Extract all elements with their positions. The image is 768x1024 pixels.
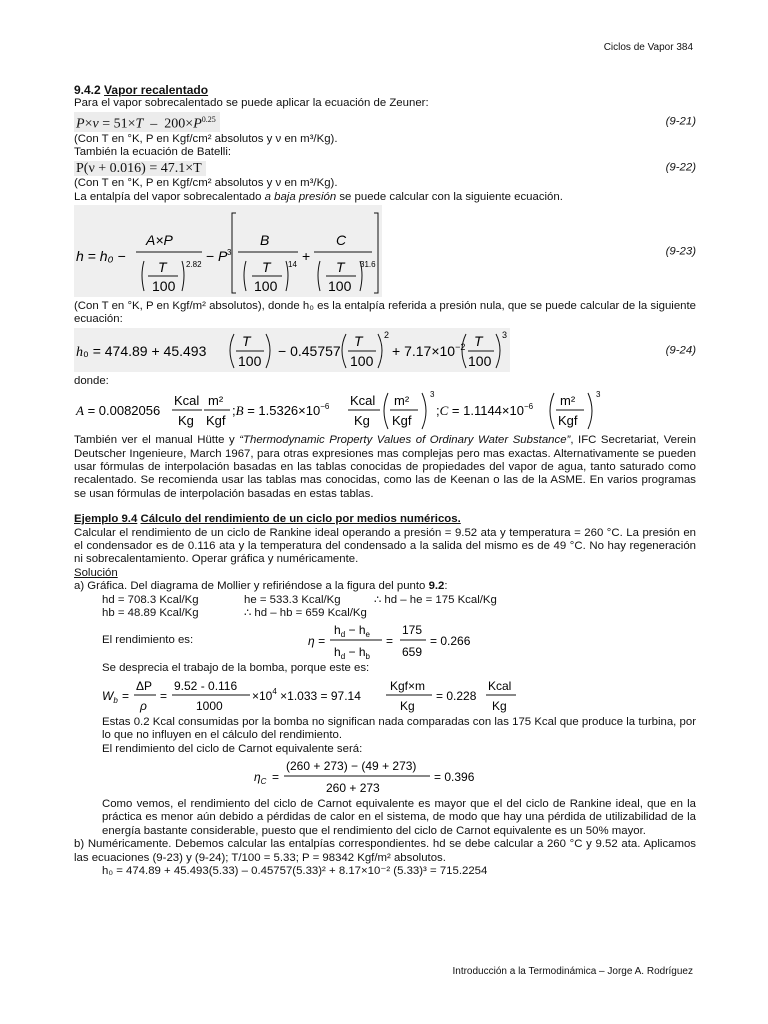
donde-label: donde: — [74, 374, 109, 387]
carnot-intro: El rendimiento del ciclo de Carnot equivalente será: — [102, 742, 363, 755]
svg-text:3: 3 — [502, 329, 508, 340]
svg-text:=: = — [122, 688, 130, 703]
efficiency-row — [74, 620, 696, 662]
svg-text:T: T — [336, 258, 345, 275]
hb-value: hb = 48.89 Kcal/Kg — [102, 607, 199, 619]
batelli-equation: P(ν + 0.016) = 47.1×T — [74, 161, 206, 176]
enthalpy-row-2 — [102, 607, 696, 620]
example-heading — [74, 513, 696, 526]
svg-text:Kg: Kg — [400, 698, 415, 713]
batelli-intro: También la ecuación de Batelli: — [74, 146, 232, 159]
enthalpy-values — [74, 594, 696, 621]
svg-text:100: 100 — [254, 277, 278, 294]
svg-text:100: 100 — [152, 277, 176, 294]
svg-text:m²: m² — [208, 393, 224, 409]
part-b-intro: b) Numéricamente. Debemos calcular las entalpías correspondientes. hd se debe calcular a 260 °C y 9.52 ata. Aplicamos las ecuaciones (9-23) y (9-24); T/100 = 5.33; P = 98342 Kgf/m² absolutos. — [74, 838, 696, 864]
svg-text:=: = — [272, 770, 280, 785]
hd-hb-value: ∴ hd – hb = 659 Kcal/Kg — [244, 607, 367, 619]
hd-he-value: ∴ hd – he = 175 Kcal/Kg — [374, 593, 497, 606]
svg-text:31.6: 31.6 — [360, 259, 376, 269]
svg-text:Kgf: Kgf — [392, 413, 412, 429]
svg-text:−: − — [206, 247, 215, 264]
svg-text:+: + — [302, 247, 311, 264]
hd-value: hd = 708.3 Kcal/Kg — [102, 593, 199, 606]
svg-text:Kg: Kg — [178, 413, 194, 429]
svg-text:h = h₀ −: h = h₀ − — [76, 247, 126, 264]
svg-text:Kgf×m: Kgf×m — [390, 678, 426, 693]
svg-text:260 + 273: 260 + 273 — [326, 781, 380, 796]
h0-equation-image — [74, 328, 510, 372]
svg-text:T: T — [262, 258, 271, 275]
svg-text:P: P — [218, 247, 228, 264]
svg-text:Wb: $W_b$ — [102, 688, 118, 705]
enthalpy-row-1 — [102, 594, 696, 607]
svg-text:m²: m² — [394, 393, 410, 409]
svg-text:3: 3 — [430, 390, 435, 400]
svg-text:Kcal: Kcal — [350, 393, 376, 409]
pump-intro: Se desprecia el trabajo de la bomba, porque este es: — [102, 662, 370, 675]
svg-text:Kg: Kg — [354, 413, 370, 429]
svg-text:100: 100 — [238, 352, 262, 369]
equation-9-22 — [74, 161, 696, 176]
efficiency-label: El rendimiento es: — [102, 634, 194, 647]
page-content — [74, 84, 696, 878]
pump-work-row — [74, 676, 696, 716]
equation-9-21 — [74, 112, 696, 132]
svg-text:= 0.228: = 0.228 — [436, 688, 477, 703]
svg-text:175: 175 — [402, 623, 423, 638]
coefficients-equation — [74, 389, 696, 433]
svg-text:Kgf: Kgf — [206, 413, 226, 429]
svg-text:= 0.266: = 0.266 — [430, 634, 471, 649]
svg-text:m²: m² — [560, 393, 576, 409]
enthalpy-intro: La entalpía del vapor sobrecalentado a baja presión se puede calcular con la siguiente ecuación. — [74, 190, 563, 203]
svg-text:100: 100 — [328, 277, 352, 294]
carnot-formula — [254, 756, 514, 798]
equation-9-24 — [74, 328, 696, 374]
svg-text:hd − hb: $h_d - h_b$ — [334, 645, 370, 662]
page-header: Ciclos de Vapor 384 — [603, 42, 693, 53]
svg-text:Kgf: Kgf — [558, 413, 578, 429]
svg-text:9.52 - 0.116: 9.52 - 0.116 — [174, 678, 238, 693]
svg-text:ηC: $\eta_C$ — [254, 770, 267, 787]
svg-text:C: C — [336, 231, 347, 248]
pump-work-formula — [102, 676, 542, 716]
svg-text:h₀ = 474.89 + 45.493: h₀ = 474.89 + 45.493 — [76, 342, 207, 360]
units-note-2: (Con T en °K, P en Kgf/cm² absolutos y ν en m³/Kg). — [74, 177, 338, 190]
section-title: Vapor recalentado — [104, 83, 209, 97]
section-number: 9.4.2 — [74, 83, 101, 97]
svg-text:=: = — [160, 688, 168, 703]
equation-number: (9-21) — [665, 115, 696, 128]
he-value: he = 533.3 Kcal/Kg — [244, 593, 341, 606]
equation-number: (9-24) — [665, 344, 696, 357]
svg-text:Kcal: Kcal — [488, 678, 512, 693]
svg-text:1000: 1000 — [196, 698, 223, 713]
enthalpy-equation-image — [74, 205, 384, 297]
efficiency-formula — [306, 620, 506, 662]
svg-text:+ 7.17×10−2: + $7.17\times 10^{-2}$ — [392, 341, 466, 359]
part-b-result: h₀ = 474.89 + 45.493(5.33) – 0.45757(5.33)² + 8.17×10⁻² (5.33)³ = 715.2254 — [102, 865, 488, 878]
example-title: Cálculo del rendimiento de un ciclo por medios numéricos. — [140, 513, 461, 526]
references-paragraph: También ver el manual Hütte y “Thermodynamic Property Values of Ordinary Water Substance”, IFC Secretariat, Verein Deutscher Ingenieure, March 1967, para otras expresiones mas complejas pero mas exactas. Alternativamente se pueden usar fórmulas de interpolación basadas en las tablas conocidas de propiedades del vapor de agua, tanto saturado como recalentado. Se recomienda usar las tablas mas conocidas, como las de Keenan o las de la ASME. En varios programas se usan fórmulas de interpolación basadas en estas tablas. — [74, 434, 696, 500]
svg-text:− 0.45757: − 0.45757 — [278, 342, 341, 359]
svg-text:×104 ×1.033 = 97.14: $\times 10^4 \times 1.033 = 97.14$ — [252, 686, 361, 703]
carnot-row — [74, 756, 696, 798]
units-note-1: (Con T en °K, P en Kgf/cm² absolutos y ν en m³/Kg). — [74, 132, 338, 145]
solution-label: Solución — [74, 566, 118, 579]
svg-text:η =: η = — [308, 634, 326, 649]
svg-text:T: T — [354, 332, 363, 349]
svg-text:100: 100 — [350, 352, 374, 369]
svg-text:ΔP: ΔP — [136, 678, 153, 693]
svg-text:=: = — [386, 634, 394, 649]
svg-text:Kg: Kg — [492, 698, 507, 713]
example-label: Ejemplo 9.4 — [74, 513, 138, 526]
example-statement: Calcular el rendimiento de un ciclo de Rankine ideal operando a presión = 9.52 ata y temperatura = 260 °C. La presión en el condensador es de 0.116 ata y la temperatura del condensado a la salida del mismo es de 49 °C. No hay regeneración ni sobrecalentamiento. Operar gráfica y numéricamente. — [74, 526, 696, 566]
units-note-3: (Con T en °K, P en Kgf/m² absolutos), donde h₀ es la entalpía referida a presión nula, que se puede calcular de la siguiente ecuación: — [74, 299, 696, 326]
svg-text:2: 2 — [384, 329, 390, 340]
svg-text:2.82: 2.82 — [186, 259, 202, 269]
page-footer: Introducción a la Termodinámica – Jorge A. Rodríguez — [452, 966, 693, 977]
svg-text:3: 3 — [227, 247, 232, 257]
svg-text:ρ: ρ — [140, 698, 147, 713]
svg-text:T: T — [474, 332, 483, 349]
svg-text:T: T — [158, 258, 167, 275]
section-heading — [74, 84, 696, 97]
coefficients-image — [74, 389, 634, 433]
equation-9-23 — [74, 205, 696, 299]
zeuner-equation: $P\times v = 51\times T - 200\times P^{0.25}$ — [74, 112, 220, 132]
pump-comment: Estas 0.2 Kcal consumidas por la bomba no significan nada comparadas con las 175 Kcal que produce la turbina, por lo que no influyen en el cálculo del rendimiento. — [102, 715, 696, 742]
svg-text:;C = 1.1144×10−6: ;C = $1.1144\times 10^{-6}$ — [436, 402, 534, 419]
svg-text:B: B — [260, 231, 270, 248]
svg-text:;B = 1.5326×10−6: ;B = $1.5326\times 10^{-6}$ — [232, 402, 330, 419]
svg-text:100: 100 — [468, 352, 492, 369]
svg-text:659: 659 — [402, 645, 423, 660]
svg-text:= 0.396: = 0.396 — [434, 770, 475, 785]
svg-text:hd − he: $h_d - h_e$ — [334, 623, 370, 640]
equation-number: (9-22) — [665, 161, 696, 174]
carnot-comment: Como vemos, el rendimiento del ciclo de Carnot equivalente es mayor que el del ciclo de Rankine ideal, que en la práctica es menor aún debido a pérdidas de calor en el sistema, de modo que hay una pérdida de utilizabilidad de la energía bastante considerable, puesto que el rendimiento del ciclo de Carnot equivalente es un 50% mayor. — [102, 798, 696, 837]
equation-number: (9-23) — [665, 245, 696, 258]
svg-text:A = 0.0082056: A = 0.0082056 — [76, 403, 161, 419]
svg-text:3: 3 — [596, 390, 601, 400]
zeuner-intro: Para el vapor sobrecalentado se puede aplicar la ecuación de Zeuner: — [74, 97, 429, 110]
svg-text:A×P: A×P — [146, 231, 173, 248]
svg-text:T: T — [242, 332, 251, 349]
part-a-intro: a) Gráfica. Del diagrama de Mollier y refiriéndose a la figura del punto 9.2: — [74, 580, 448, 593]
svg-text:14: 14 — [288, 259, 297, 269]
svg-text:(260 + 273) − (49 + 273): (260 + 273) − (49 + 273) — [286, 759, 417, 774]
svg-text:Kcal: Kcal — [174, 393, 200, 409]
